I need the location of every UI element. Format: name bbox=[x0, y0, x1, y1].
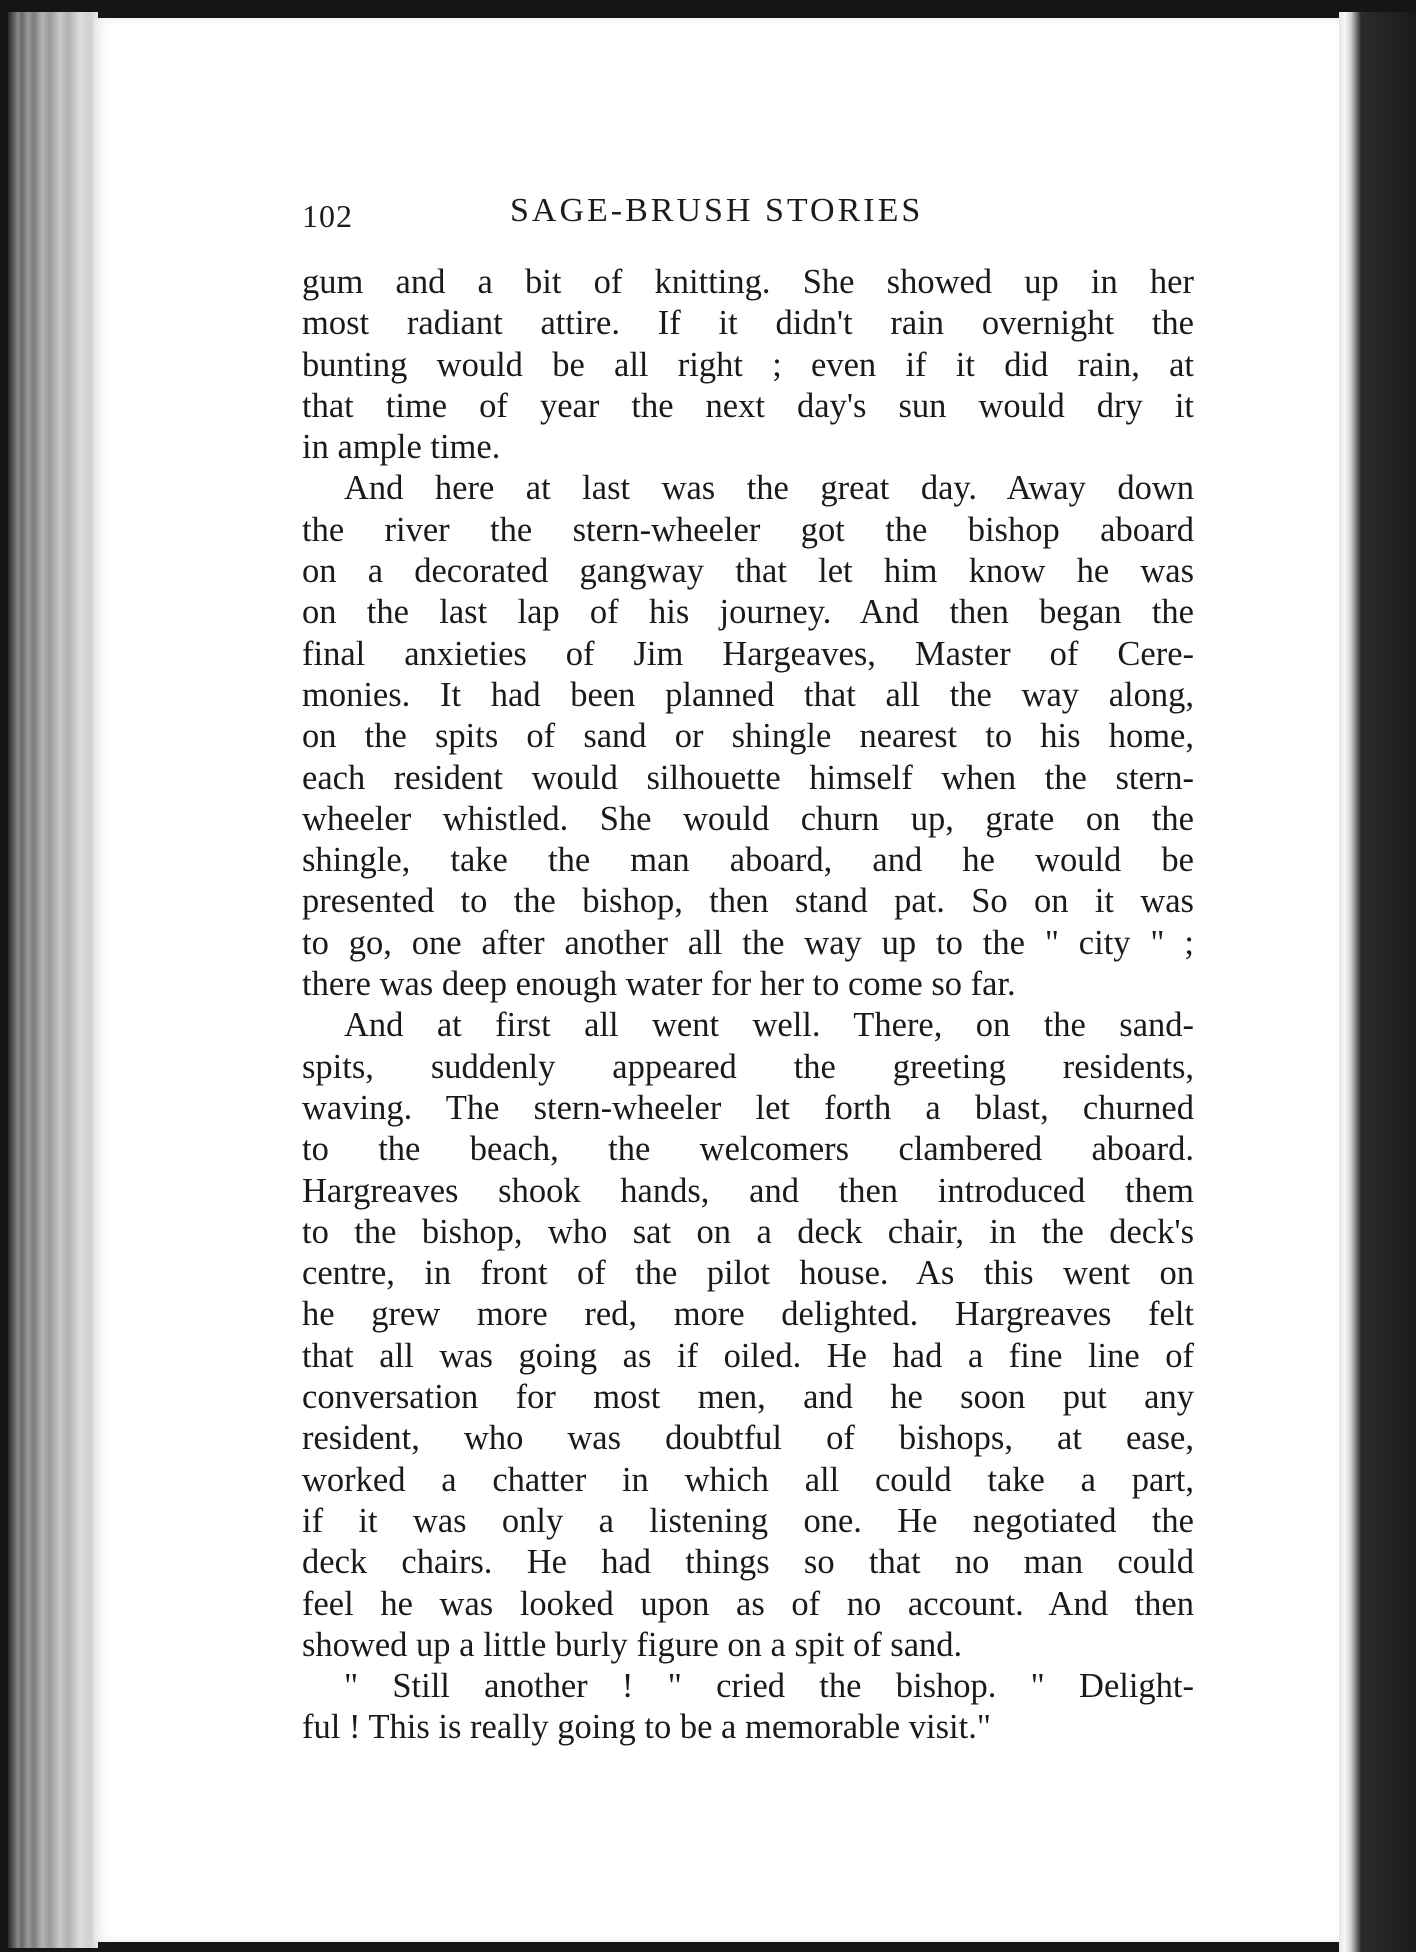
text-line: resident, who was doubtful of bishops, at ease, bbox=[302, 1419, 1194, 1458]
body-text bbox=[302, 262, 1194, 1749]
text-line: " Still another ! " cried the bishop. " Delight- bbox=[344, 1667, 1194, 1706]
text-line: Hargreaves shook hands, and then introduced them bbox=[302, 1171, 1194, 1210]
text-line: there was deep enough water for her to come so far. bbox=[302, 965, 1016, 1004]
text-line: on a decorated gangway that let him know he was bbox=[302, 552, 1194, 591]
text-line: in ample time. bbox=[302, 428, 501, 467]
text-line: presented to the bishop, then stand pat. So on it was bbox=[302, 882, 1194, 921]
text-line: if it was only a listening one. He negotiated the bbox=[302, 1501, 1194, 1540]
text-line: most radiant attire. If it didn't rain overnight the bbox=[302, 304, 1194, 343]
text-line: that all was going as if oiled. He had a fine line of bbox=[302, 1336, 1194, 1375]
page-header bbox=[302, 192, 1172, 252]
text-line: ful ! This is really going to be a memorable visit." bbox=[302, 1708, 991, 1747]
text-line: centre, in front of the pilot house. As this went on bbox=[302, 1254, 1194, 1293]
text-line: shingle, take the man aboard, and he would be bbox=[302, 841, 1194, 880]
text-line: conversation for most men, and he soon put any bbox=[302, 1378, 1194, 1417]
text-line: to go, one after another all the way up to the " city " ; bbox=[302, 923, 1194, 962]
text-line: showed up a little burly figure on a spit of sand. bbox=[302, 1625, 963, 1664]
text-line: the river the stern-wheeler got the bishop aboard bbox=[302, 510, 1194, 549]
text-line: bunting would be all right ; even if it did rain, at bbox=[302, 345, 1194, 384]
page-number: 102 bbox=[302, 198, 353, 234]
text-line: each resident would silhouette himself when the stern- bbox=[302, 758, 1194, 797]
text-line: worked a chatter in which all could take a part, bbox=[302, 1460, 1194, 1499]
text-line: And here at last was the great day. Away down bbox=[344, 469, 1194, 508]
text-line: to the bishop, who sat on a deck chair, in the deck's bbox=[302, 1212, 1194, 1251]
text-line: final anxieties of Jim Hargeaves, Master of Cere- bbox=[302, 634, 1194, 673]
text-line: feel he was looked upon as of no account. And then bbox=[302, 1584, 1194, 1623]
page-stack-edge bbox=[8, 12, 98, 1948]
text-line: monies. It had been planned that all the way along, bbox=[302, 675, 1194, 714]
text-line: And at first all went well. There, on the sand- bbox=[344, 1006, 1194, 1045]
text-line: deck chairs. He had things so that no man could bbox=[302, 1543, 1194, 1582]
text-line: on the spits of sand or shingle nearest to his home, bbox=[302, 717, 1194, 756]
text-line: wheeler whistled. She would churn up, grate on the bbox=[302, 799, 1194, 838]
text-line: spits, suddenly appeared the greeting residents, bbox=[302, 1047, 1194, 1086]
text-line: to the beach, the welcomers clambered aboard. bbox=[302, 1130, 1194, 1169]
text-line: on the last lap of his journey. And then began the bbox=[302, 593, 1194, 632]
text-line: waving. The stern-wheeler let forth a blast, churned bbox=[302, 1088, 1194, 1127]
text-line: that time of year the next day's sun would dry it bbox=[302, 386, 1194, 425]
page-gutter-edge bbox=[1339, 12, 1416, 1952]
text-line: he grew more red, more delighted. Hargreaves felt bbox=[302, 1295, 1194, 1334]
running-title: SAGE-BRUSH STORIES bbox=[510, 192, 924, 229]
text-line: gum and a bit of knitting. She showed up in her bbox=[302, 263, 1194, 301]
